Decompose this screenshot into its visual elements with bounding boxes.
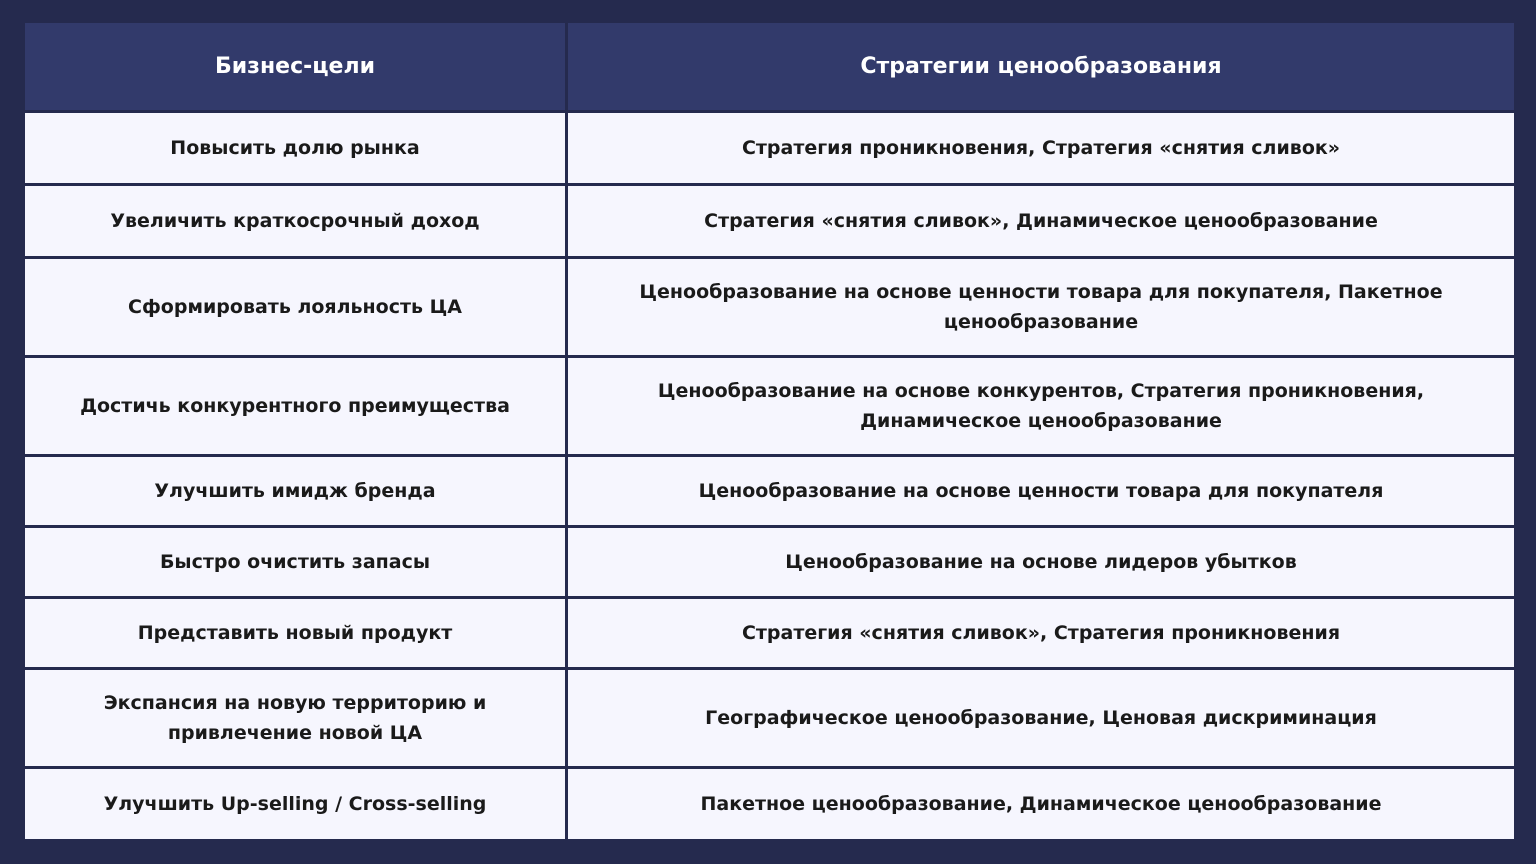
goal-cell: Повысить долю рынка bbox=[24, 112, 567, 185]
table-header-row bbox=[24, 22, 1516, 112]
header-strategies: Стратегии ценообразования bbox=[567, 22, 1516, 112]
strategy-cell: Пакетное ценообразование, Динамическое ценообразование bbox=[567, 768, 1516, 841]
table-row bbox=[24, 184, 1516, 257]
strategy-cell: Стратегия «снятия сливок», Стратегия проникновения bbox=[567, 597, 1516, 668]
table-row bbox=[24, 668, 1516, 767]
strategy-cell: Стратегия проникновения, Стратегия «снятия сливок» bbox=[567, 112, 1516, 185]
pricing-strategy-table bbox=[22, 20, 1517, 842]
table-row bbox=[24, 257, 1516, 356]
table-row bbox=[24, 112, 1516, 185]
table-row bbox=[24, 456, 1516, 527]
pricing-strategy-table-frame bbox=[22, 20, 1514, 842]
goal-cell: Улучшить имидж бренда bbox=[24, 456, 567, 527]
table-row bbox=[24, 357, 1516, 456]
goal-cell: Увеличить краткосрочный доход bbox=[24, 184, 567, 257]
table-row bbox=[24, 597, 1516, 668]
strategy-cell: Географическое ценообразование, Ценовая дискриминация bbox=[567, 668, 1516, 767]
strategy-cell: Ценообразование на основе ценности товара для покупателя bbox=[567, 456, 1516, 527]
strategy-cell: Ценообразование на основе ценности товара для покупателя, Пакетное ценообразование bbox=[567, 257, 1516, 356]
strategy-cell: Ценообразование на основе лидеров убытков bbox=[567, 527, 1516, 598]
goal-cell: Сформировать лояльность ЦА bbox=[24, 257, 567, 356]
table-row bbox=[24, 768, 1516, 841]
strategy-cell: Стратегия «снятия сливок», Динамическое ценообразование bbox=[567, 184, 1516, 257]
goal-cell: Улучшить Up-selling / Cross-selling bbox=[24, 768, 567, 841]
goal-cell: Представить новый продукт bbox=[24, 597, 567, 668]
strategy-cell: Ценообразование на основе конкурентов, Стратегия проникновения, Динамическое ценообразование bbox=[567, 357, 1516, 456]
goal-cell: Быстро очистить запасы bbox=[24, 527, 567, 598]
goal-cell: Экспансия на новую территорию и привлечение новой ЦА bbox=[24, 668, 567, 767]
header-goals: Бизнес-цели bbox=[24, 22, 567, 112]
goal-cell: Достичь конкурентного преимущества bbox=[24, 357, 567, 456]
table-row bbox=[24, 527, 1516, 598]
